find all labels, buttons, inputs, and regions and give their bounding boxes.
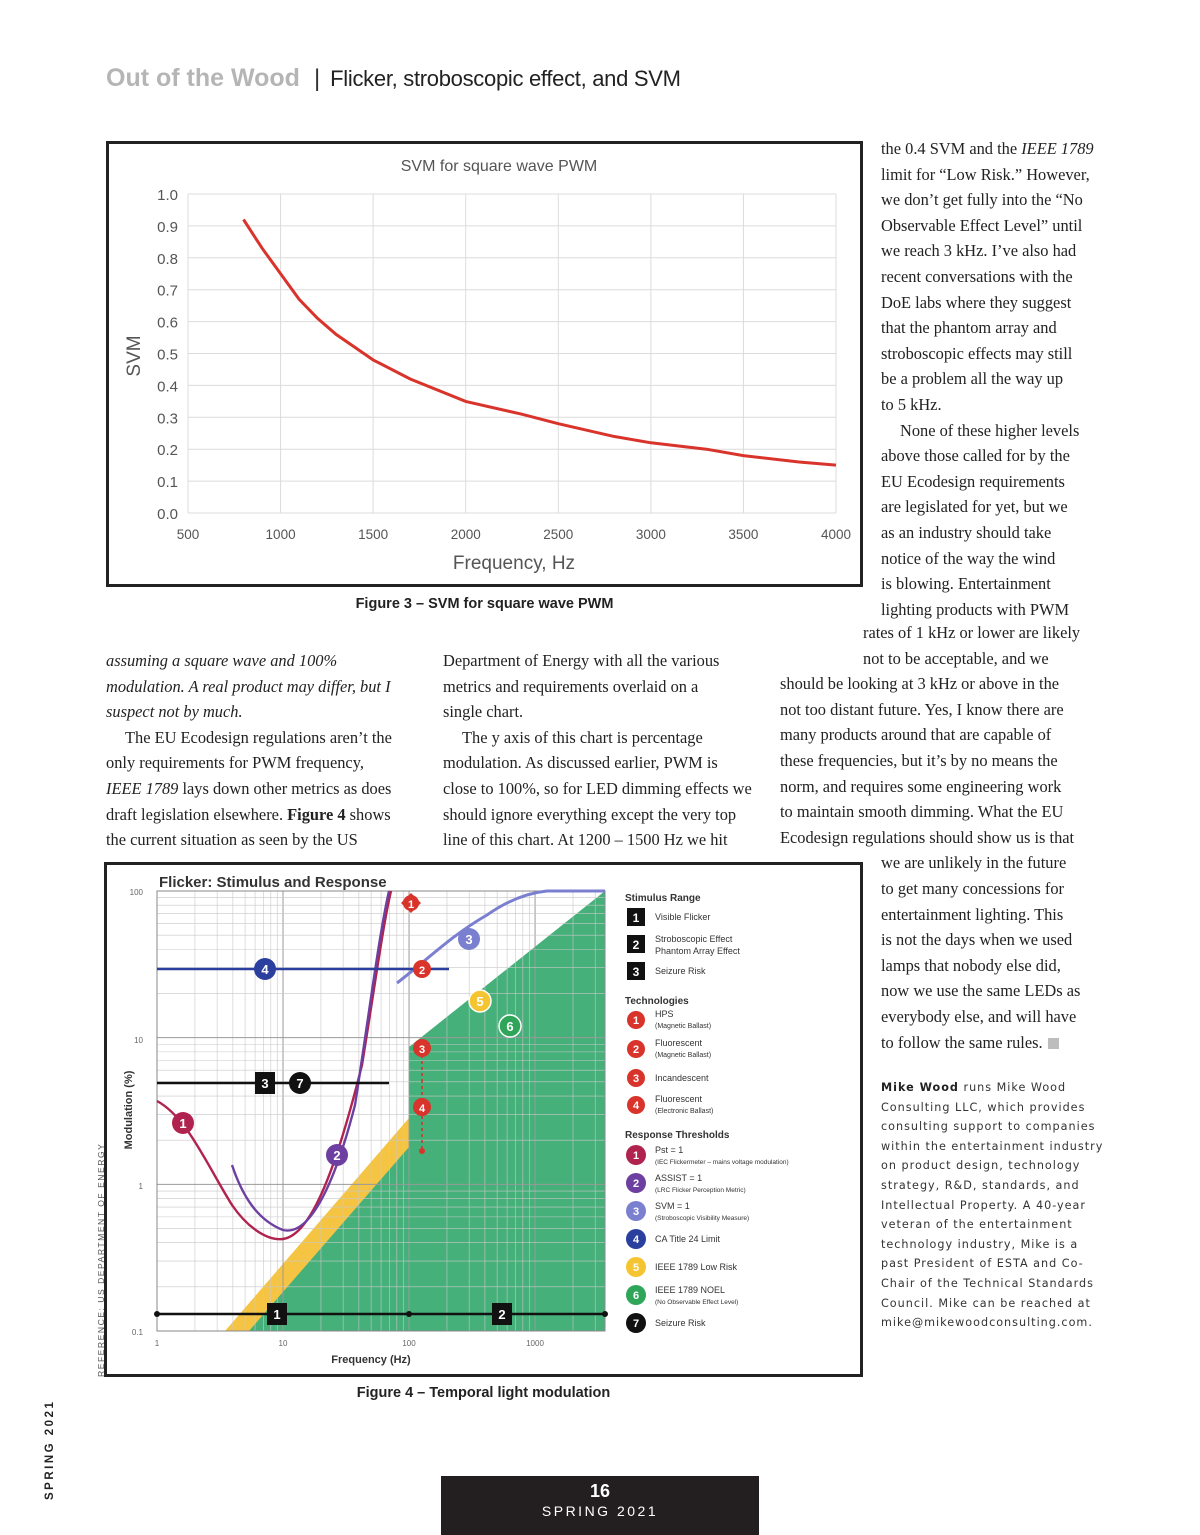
text-line: should be looking at 3 kHz or above in the	[780, 674, 1060, 694]
y-tick-label: 0.1	[157, 474, 178, 492]
figure-3-caption: Figure 3 – SVM for square wave PWM	[355, 596, 614, 612]
legend-mark: 3	[632, 965, 640, 979]
text-run: to follow the same rules.	[881, 1032, 1043, 1052]
legend-sub: (LRC Flicker Perception Metric)	[655, 1187, 746, 1194]
page-header	[106, 64, 681, 93]
article-title: Flicker, stroboscopic effect, and SVM	[330, 66, 681, 91]
svm-chart	[109, 144, 860, 584]
y-axis-label: Modulation (%)	[123, 1070, 135, 1150]
text-line: lighting products with PWM	[881, 599, 1070, 619]
text-line: not to be acceptable, and we	[863, 648, 1049, 668]
legend-mark: 1	[632, 1015, 640, 1027]
text-line	[106, 776, 392, 802]
y-tick-label: 0.4	[157, 378, 178, 396]
y-tick-label: 10	[134, 1036, 143, 1045]
y-tick-label: 0.8	[157, 250, 178, 268]
text-line: be a problem all the way up	[881, 369, 1064, 389]
legend-sub: (IEC Flickermeter – mains voltage modulation)	[655, 1159, 789, 1166]
marker-ieee-5	[469, 990, 491, 1012]
marker-label: 2	[333, 1148, 341, 1163]
marker-label: 4	[418, 1103, 426, 1115]
text-line: close to 100%, so for LED dimming effects we	[443, 778, 752, 798]
marker-label: 5	[476, 994, 484, 1009]
y-tick-label: 0.9	[157, 218, 178, 236]
text-line: Ecodesign regulations should show us is that	[780, 827, 1075, 847]
x-tick-label: 10	[278, 1339, 288, 1348]
text-line: are legislated for yet, but we	[881, 497, 1068, 517]
x-tick-label: 1500	[358, 527, 389, 542]
x-axis-label: Frequency (Hz)	[331, 1354, 411, 1366]
legend-text: Fluorescent	[655, 1038, 703, 1048]
y-tick-label: 0.6	[157, 314, 178, 332]
marker-stim-2	[492, 1303, 512, 1325]
marker-stim-1	[267, 1303, 287, 1325]
legend-sub: (Electronic Ballast)	[655, 1108, 714, 1115]
legend-text: Seizure Risk	[655, 1318, 706, 1328]
legend-mark: 2	[632, 1178, 640, 1190]
text-line	[881, 136, 1094, 162]
legend-mark: 2	[632, 1044, 640, 1056]
bio-line: Intellectual Property. A 40-year	[881, 1198, 1087, 1212]
text-line: the current situation as seen by the US	[106, 830, 358, 850]
legend-text: IEEE 1789 NOEL	[655, 1285, 726, 1295]
bio-line: past President of ESTA and Co-	[881, 1257, 1084, 1271]
marker-label: 1	[273, 1307, 281, 1322]
y-tick-label: 0.0	[157, 506, 178, 523]
marker-label: 6	[506, 1019, 514, 1034]
image-reference: REFERENCE: US DEPARTMENT OF ENERGY	[96, 1142, 106, 1377]
text-run: lays down other metrics as does	[178, 778, 392, 798]
marker-label: 1	[179, 1116, 187, 1131]
text-line: we don’t get fully into the “No	[881, 190, 1083, 210]
legend-text: CA Title 24 Limit	[655, 1234, 721, 1244]
legend-mark: 6	[632, 1290, 640, 1302]
text-line: EU Ecodesign requirements	[881, 471, 1065, 491]
x-tick-label: 2000	[450, 527, 481, 542]
legend-text: ASSIST = 1	[655, 1173, 703, 1183]
text-line: these frequencies, but it’s by no means the	[780, 750, 1058, 770]
marker-assist-2	[326, 1144, 348, 1166]
x-tick-label: 1000	[526, 1339, 544, 1348]
column-1-text	[106, 648, 392, 853]
text-line: suspect not by much.	[106, 702, 243, 722]
range-point	[602, 1311, 608, 1317]
text-line: to get many concessions for	[881, 878, 1064, 898]
text-line: to maintain smooth dimming. What the EU	[780, 802, 1064, 822]
legend-text: Incandescent	[655, 1073, 709, 1083]
bio-line: consulting support to companies	[881, 1120, 1096, 1134]
text-line: not too distant future. Yes, I know there are	[780, 699, 1064, 719]
x-tick-label: 3500	[728, 527, 759, 542]
bio-line: Consulting LLC, which provides	[881, 1100, 1086, 1114]
legend-sub: Phantom Array Effect	[655, 946, 740, 956]
text-run: the 0.4 SVM and the	[881, 139, 1022, 158]
legend-heading: Technologies	[625, 996, 689, 1007]
page-footer	[441, 1476, 759, 1535]
legend-mark: 1	[632, 1150, 640, 1162]
x-tick-label: 2500	[543, 527, 574, 542]
text-line: Department of Energy with all the various	[443, 651, 720, 670]
y-tick-label: 100	[129, 888, 143, 897]
legend-mark: 3	[632, 1206, 640, 1218]
text-line: notice of the way the wind	[881, 548, 1056, 568]
right-column-text	[881, 136, 1094, 622]
marker-label: 1	[407, 899, 415, 911]
text-line: only requirements for PWM frequency,	[106, 753, 364, 773]
text-line: modulation. As discussed earlier, PWM is	[443, 753, 718, 773]
legend-mark: 7	[632, 1318, 640, 1330]
legend-text: HPS	[655, 1009, 674, 1019]
marker-label: 3	[418, 1044, 426, 1056]
x-tick-label: 4000	[820, 527, 852, 542]
text-run-italic: IEEE 1789	[1021, 139, 1094, 158]
x-tick-label: 100	[402, 1339, 416, 1348]
x-tick-label: 1000	[265, 527, 296, 542]
legend-mark: 3	[632, 1073, 640, 1085]
legend-text: Pst = 1	[655, 1145, 684, 1155]
issue-label: SPRING 2021	[541, 1503, 659, 1519]
text-line: to 5 kHz.	[881, 394, 942, 414]
marker-tech-2	[413, 960, 431, 978]
text-line: single chart.	[443, 702, 524, 722]
bio-line: Council. Mike can be reached at	[881, 1296, 1091, 1310]
x-tick-label: 500	[176, 527, 200, 542]
author-email[interactable]: mike@mikewoodconsulting.com.	[881, 1316, 1093, 1330]
text-line: lamps that nobody else did,	[881, 955, 1061, 975]
legend-mark: 4	[632, 1234, 640, 1246]
marker-ieee-6	[499, 1015, 521, 1037]
text-line: everybody else, and will have	[881, 1006, 1077, 1026]
marker-seizure-7	[289, 1072, 311, 1094]
y-tick-label: 0.3	[157, 410, 178, 428]
author-bio	[881, 1078, 1104, 1333]
text-line: as an industry should take	[881, 522, 1052, 542]
text-line: None of these higher levels	[900, 420, 1080, 440]
legend-heading: Response Thresholds	[625, 1130, 730, 1141]
marker-label: 3	[465, 932, 473, 947]
marker-pst-1	[172, 1112, 194, 1134]
svm-curve	[244, 220, 837, 466]
figure-3	[106, 141, 863, 587]
marker-label: 2	[498, 1307, 506, 1322]
side-issue-label: SPRING 2021	[44, 1399, 56, 1500]
x-tick-label: 1	[154, 1339, 160, 1348]
legend-mark: 5	[632, 1262, 640, 1274]
text-line: many products around that are capable of	[780, 725, 1052, 745]
text-line: now we use the same LEDs as	[881, 981, 1081, 1001]
column-2-text	[443, 648, 752, 853]
text-line	[106, 802, 392, 828]
flicker-chart	[107, 865, 860, 1374]
marker-tech-3	[413, 1039, 431, 1057]
text-line: Observable Effect Level” until	[881, 215, 1083, 235]
marker-svm-3	[458, 928, 480, 950]
marker-label: 3	[261, 1076, 269, 1091]
text-line: we reach 3 kHz. I’ve also had	[881, 241, 1077, 261]
marker-tech-4	[413, 1098, 431, 1116]
end-mark-icon	[1048, 1038, 1059, 1049]
figure-4-caption: Figure 4 – Temporal light modulation	[356, 1385, 611, 1401]
marker-label: 4	[261, 962, 269, 977]
y-axis-label: SVM	[124, 335, 145, 377]
legend-sub: (No Observable Effect Level)	[655, 1299, 739, 1306]
bio-line: within the entertainment industry	[881, 1139, 1104, 1153]
bio-text: runs Mike Wood	[958, 1081, 1067, 1094]
text-line: recent conversations with the	[881, 266, 1073, 286]
x-tick-label: 3000	[635, 527, 666, 542]
marker-stim-3	[255, 1072, 275, 1094]
bio-line: veteran of the entertainment	[881, 1218, 1073, 1232]
legend-text: Stroboscopic Effect	[655, 934, 733, 944]
header-separator: |	[313, 65, 321, 92]
range-point	[154, 1311, 160, 1317]
tech4-point	[419, 1148, 425, 1154]
text-line: should ignore everything except the very top	[443, 804, 737, 824]
legend-mark: 1	[632, 911, 640, 925]
page-number: 16	[589, 1481, 611, 1501]
legend-sub: (Magnetic Ballast)	[655, 1052, 712, 1059]
legend-text: Seizure Risk	[655, 966, 706, 976]
text-line: stroboscopic effects may still	[881, 343, 1073, 363]
legend-sub: (Magnetic Ballast)	[655, 1023, 712, 1030]
text-run: shows	[345, 804, 391, 824]
marker-label: 2	[418, 965, 426, 977]
bio-line: on product design, technology	[881, 1159, 1081, 1173]
marker-label: 7	[296, 1076, 304, 1091]
y-tick-label: 0.2	[157, 442, 178, 460]
bio-line	[881, 1078, 1101, 1098]
author-name: Mike Wood	[881, 1081, 959, 1094]
y-tick-label: 1.0	[157, 187, 178, 204]
text-line: that the phantom array and	[881, 318, 1057, 338]
text-line: line of this chart. At 1200 – 1500 Hz we hit	[443, 830, 728, 850]
text-line: above those called for by the	[881, 446, 1070, 466]
bio-line: technology industry, Mike is a	[881, 1237, 1079, 1251]
text-line: DoE labs where they suggest	[881, 292, 1072, 312]
text-line: is not the days when we used	[881, 930, 1073, 950]
chart-legend	[625, 893, 789, 1333]
x-axis-label: Frequency, Hz	[452, 553, 576, 574]
bio-line: Chair of the Technical Standards	[881, 1276, 1094, 1290]
figure-reference: Figure 4	[287, 804, 346, 824]
legend-sub: (Stroboscopic Visibility Measure)	[655, 1215, 750, 1222]
y-tick-label: 1	[138, 1182, 143, 1191]
legend-text: IEEE 1789 Low Risk	[655, 1262, 738, 1272]
y-tick-label: 0.7	[157, 282, 178, 300]
figure-4	[104, 862, 863, 1377]
text-line: limit for “Low Risk.” However,	[881, 164, 1090, 184]
text-line: is blowing. Entertainment	[881, 574, 1051, 594]
text-line: metrics and requirements overlaid on a	[443, 676, 699, 696]
text-line: The y axis of this chart is percentage	[462, 727, 703, 747]
legend-mark: 2	[632, 938, 640, 952]
legend-text: Visible Flicker	[655, 912, 711, 922]
legend-heading: Stimulus Range	[625, 893, 701, 904]
legend-text: SVM = 1	[655, 1201, 690, 1211]
section-name: Out of the Wood	[106, 64, 300, 92]
chart-title: Flicker: Stimulus and Response	[159, 874, 387, 891]
text-line: rates of 1 kHz or lower are likely	[863, 623, 1081, 642]
legend-mark: 4	[632, 1100, 640, 1112]
y-tick-label: 0.5	[157, 346, 178, 364]
bio-line: strategy, R&D, standards, and	[881, 1178, 1080, 1192]
text-line: assuming a square wave and 100%	[106, 651, 338, 670]
chart-title: SVM for square wave PWM	[400, 158, 598, 175]
text-line: we are unlikely in the future	[881, 853, 1067, 873]
range-point	[406, 1311, 412, 1317]
y-tick-label: 0.1	[131, 1328, 143, 1337]
text-run: draft legislation elsewhere.	[106, 804, 288, 824]
text-line: The EU Ecodesign regulations aren’t the	[125, 727, 392, 747]
legend-text: Fluorescent	[655, 1094, 703, 1104]
text-line: norm, and requires some engineering work	[780, 776, 1062, 796]
text-line: modulation. A real product may differ, but I	[106, 676, 391, 696]
marker-ca-4	[254, 958, 276, 980]
text-run-italic: IEEE 1789	[106, 778, 179, 798]
text-line: entertainment lighting. This	[881, 904, 1064, 924]
